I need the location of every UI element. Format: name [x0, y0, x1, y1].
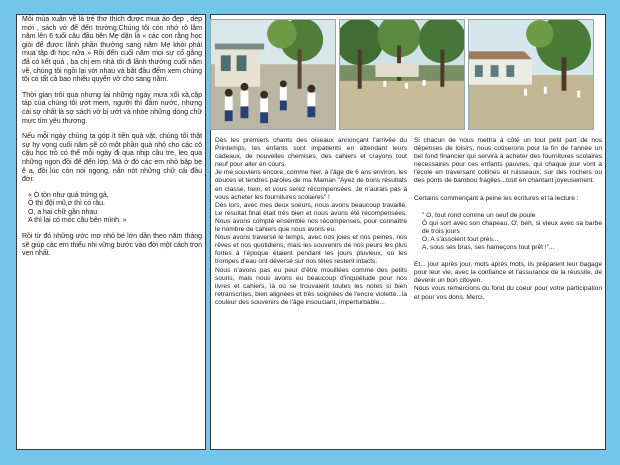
fr-poem-line: A, sous ses bras, ses hameçons tout prêt !"... — [422, 244, 555, 252]
vi-paragraph-2: Thời gian trôi qua nhưng lại những ngày mưa xối xả,cặp táp của chúng tôi ướt mem, người thì đẫm nước, nhưng cái sợ nhất là sợ sách vở bị ướt và nhòe những dòng chữ mực tím yêu thương. — [22, 91, 202, 125]
fr-paragraph-4: Nous avons traversé le temps, avec nos joies et nos peines, nos rêves et nos quotidiens, mais les souvenirs de nos peurs les plus fortes à l'époque étaient pendant les jours pluvieux, où les trompes d'eau ont déversé sur nos têtes restent intacts. — [215, 234, 407, 266]
fr-poem — [414, 212, 602, 252]
schoolyard-children-photo — [210, 19, 336, 130]
vi-poem-line: Ô thì đội mũ,ơ thì có râu. — [28, 200, 105, 208]
french-article-column-1 — [215, 137, 407, 307]
fr-paragraph-2: Je me souviens encore, comme hier, à l'âge de 6 ans environ, les douces et tendres paroles de ma Maman "Ayez de bons résultats en classe, hein, et vous serez récompensées. Je n'aurais pas à vous acheter les fournitures scolaires" ! — [215, 169, 407, 201]
photo-courtyard-with-trees-icon — [340, 20, 464, 129]
vi-poem-line: O, a hai chữ gần nhau — [28, 208, 98, 216]
fr-intro: Si chacun de nous mettra à côté un tout petit part de nos dépenses de loisirs, nous cotiserons pour la fin de l'année un bel fond financier qui servira à acheter des fournitures scolaires nécessaires pour ces enfants pauvres, qui chaque jour vont à l'école en traversant collines et ruisseaux, sur des rochers ou des ponts de bambou fragiles...tout en chantant joyeusement. — [414, 137, 602, 185]
vi-paragraph-3: Nếu mỗi ngày chúng ta góp ít tiền quà vặt, chúng tôi thật sự hy vọng cuối năm sẽ có một phần quà nhỏ cho các cô cậu học trò có thể mỗi ngày đi qua nhịp cầu tre, leo qua những ngọn đồi để đến lớp. Mà ở đó các em nhỏ bập bẹ ê a, đôi lúc còn nói ngọng, nắn nót những chữ cái đầu đời: — [22, 133, 202, 184]
vi-closing: Rồi từ đó những ước mơ nhỏ bé lớn dần theo năm tháng sẽ giúp các em thiểu nhi vững bước vào đời một cách trọn vẹn nhất. — [22, 233, 203, 258]
fr-poem-line: " O, tout rond comme un oeuf de poule — [422, 211, 536, 219]
fr-poem-line: O, A s'assoient tout près... — [422, 235, 499, 243]
photo-children-in-schoolyard-icon — [211, 20, 335, 129]
vi-paragraph-1: Mỗi mùa xuân về là trẻ thơ thích được mua áo đẹp , dép mới , sách vở để đến trường.Chúng tôi còn nhớ rõ lắm năm lên 6 tuổi câu đầu tiên Mẹ dặn là « các con rằng học giỏi để được lãnh phần thưởng sang năm Mẹ khỏi phải mua tập đi học nữa » Rồi đến cuối năm mọi sự cố gắng đã có kết quả , ba chị em nhà tôi đi lãnh thưởng cuối năm về, chúng tôi ngồi lại với nhau và bắt đầu đếm xem chúng tôi có tất cả bao nhiêu quyển vở cho sang năm. — [22, 16, 202, 84]
fr-paragraph-5: Nous n'avons pas eu peur d'être mouillées comme des petits souris, mais nous avons eu beaucoup d'inquiétude pour nos livres et cahiers, là où se trouvaient toutes les notes si bien retranscrites, bien alignées et très soignées de l'encre violette...la couleur des souvenirs de l'âge insouciant, imperturbable... — [215, 266, 407, 306]
vi-poem-line: « Ò tòn như quả trứng gà, — [28, 191, 109, 199]
school-building-photo — [468, 19, 594, 130]
vi-poem-line: A thì lại có móc câu bên mình. » — [28, 217, 127, 225]
fr-thanks: Nous vous remercions du fond du coeur pour votre participation et pour vos dons. Merci. — [414, 285, 602, 301]
fr-reading-intro: Certains commençant à peine les écritures et la lecture : — [414, 194, 579, 202]
fr-paragraph-1: Dès les premiers chants des oiseaux annonçant l'arrivée du Printemps, les enfants sont impatients en attendant leurs cadeaux, de nouvelles chemises, des cahiers et crayons tout neuf pour aller en cours. — [215, 137, 407, 169]
vi-poem — [22, 192, 202, 226]
vietnamese-article — [22, 16, 202, 266]
fr-paragraph-3: Dès lors, avec mes deux soeurs, nous avons beaucoup travaillé. Le résultat final était très bien et nous avons été récompensées. Nous avons compté ensemble nos récompenses, pour connaître le nombre de cahiers que nous avons eu. — [215, 201, 407, 234]
trees-courtyard-photo — [339, 19, 465, 130]
photo-school-building-icon — [469, 20, 593, 129]
french-article-column-2 — [414, 137, 602, 302]
fr-closing: Et... jour après jour, mots après mots, ils préparent leur bagage pour leur vie, avec la confiance et l'assurance de la réussite, de devenir un bon citoyen. — [414, 261, 602, 285]
fr-poem-line: Ô qui sort avec son chapeau, Ơ, beh, si vieux avec sa barbe de trois jours — [422, 219, 602, 235]
